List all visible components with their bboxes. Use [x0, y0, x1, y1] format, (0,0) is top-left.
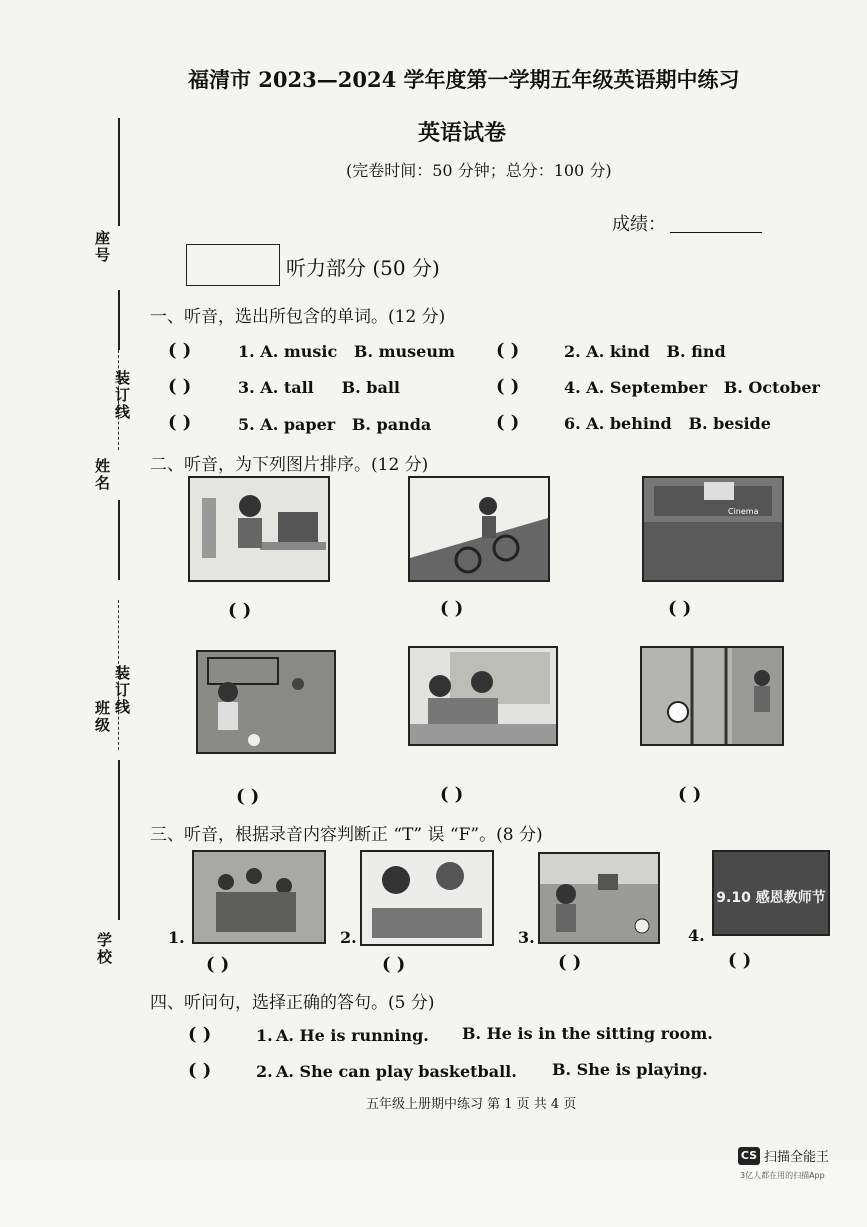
answer-paren[interactable]: ( ) — [168, 340, 192, 361]
answer-paren[interactable]: ( ) — [188, 1060, 212, 1081]
picture-boy-robot — [538, 852, 660, 944]
picture-football — [196, 650, 336, 754]
margin-line — [118, 290, 120, 350]
answer-paren[interactable]: ( ) — [496, 376, 520, 397]
binding-label: 装订线 — [113, 665, 131, 716]
score-label: 成绩： — [612, 214, 666, 235]
question-item: 3. A. tall B. ball — [238, 378, 400, 397]
cinema-sign-text: Cinema — [728, 507, 759, 516]
option-b: B. He is in the sitting room. — [462, 1024, 713, 1043]
picture-cinema — [642, 476, 784, 582]
section4-title: 四、听问句，选择正确的答句。(5 分) — [150, 993, 435, 1013]
question-item: 1. A. music B. museum — [238, 342, 455, 361]
answer-paren[interactable]: ( ) — [236, 786, 260, 807]
answer-paren[interactable]: ( ) — [168, 412, 192, 433]
answer-paren[interactable]: ( ) — [440, 784, 464, 805]
answer-paren[interactable]: ( ) — [668, 598, 692, 619]
answer-paren[interactable]: ( ) — [188, 1024, 212, 1045]
margin-line — [118, 500, 120, 580]
answer-paren[interactable]: ( ) — [558, 952, 582, 973]
question-item: 4. A. September B. October — [564, 378, 820, 397]
picture-family — [192, 850, 326, 944]
answer-paren[interactable]: ( ) — [728, 950, 752, 971]
option-a: A. She can play basketball. — [276, 1062, 517, 1081]
picture-girls-reading — [408, 646, 558, 746]
picture-boy-computer — [188, 476, 330, 582]
answer-paren[interactable]: ( ) — [496, 412, 520, 433]
scanner-logo: CS — [738, 1147, 760, 1165]
question-number: 1. — [256, 1026, 273, 1045]
teachers-day-text: 9.10 感恩教师节 — [716, 890, 826, 906]
picture-number: 1. — [168, 928, 185, 947]
option-b: B. She is playing. — [552, 1060, 708, 1079]
margin-line — [118, 760, 120, 920]
section1-title: 一、听音，选出所包含的单词。(12 分) — [150, 307, 446, 327]
answer-paren[interactable]: ( ) — [382, 954, 406, 975]
school-label: 学校 — [95, 932, 113, 966]
answer-paren[interactable]: ( ) — [168, 376, 192, 397]
time-info: (完卷时间：50 分钟；总分：100 分) — [346, 161, 612, 180]
picture-teachers-day — [712, 850, 830, 936]
question-item: 6. A. behind B. beside — [564, 414, 771, 433]
exam-subtitle: 英语试卷 — [418, 120, 507, 146]
section2-title: 二、听音，为下列图片排序。(12 分) — [150, 455, 429, 475]
answer-paren[interactable]: ( ) — [440, 598, 464, 619]
listening-title: 听力部分 (50 分) — [286, 256, 440, 280]
section3-title: 三、听音，根据录音内容判断正 “T” 误 “F”。(8 分) — [150, 825, 543, 845]
page-footer: 五年级上册期中练习 第 1 页 共 4 页 — [366, 1097, 577, 1112]
class-label: 班级 — [93, 700, 111, 734]
scanner-name: 扫描全能王 — [764, 1150, 830, 1165]
scanner-subtitle: 3亿人都在用的扫描App — [740, 1171, 825, 1180]
picture-boy-bike — [408, 476, 550, 582]
picture-number: 2. — [340, 928, 357, 947]
section-score-box[interactable] — [186, 244, 280, 286]
answer-paren[interactable]: ( ) — [206, 954, 230, 975]
picture-girls-toys — [360, 850, 494, 946]
answer-paren[interactable]: ( ) — [228, 600, 252, 621]
picture-number: 3. — [518, 928, 535, 947]
exam-title: 福清市 2023—2024 学年度第一学期五年级英语期中练习 — [188, 67, 740, 92]
question-item: 2. A. kind B. find — [564, 342, 726, 361]
binding-label: 装订线 — [113, 370, 131, 421]
answer-paren[interactable]: ( ) — [496, 340, 520, 361]
question-number: 2. — [256, 1062, 273, 1081]
picture-number: 4. — [688, 926, 705, 945]
option-a: A. He is running. — [276, 1026, 429, 1045]
answer-paren[interactable]: ( ) — [678, 784, 702, 805]
margin-line — [118, 118, 120, 226]
question-item: 5. A. paper B. panda — [238, 415, 432, 434]
name-label: 姓名 — [93, 458, 111, 492]
seat-label: 座号 — [93, 230, 111, 264]
score-blank[interactable] — [670, 232, 762, 233]
picture-zoo-panda — [640, 646, 784, 746]
